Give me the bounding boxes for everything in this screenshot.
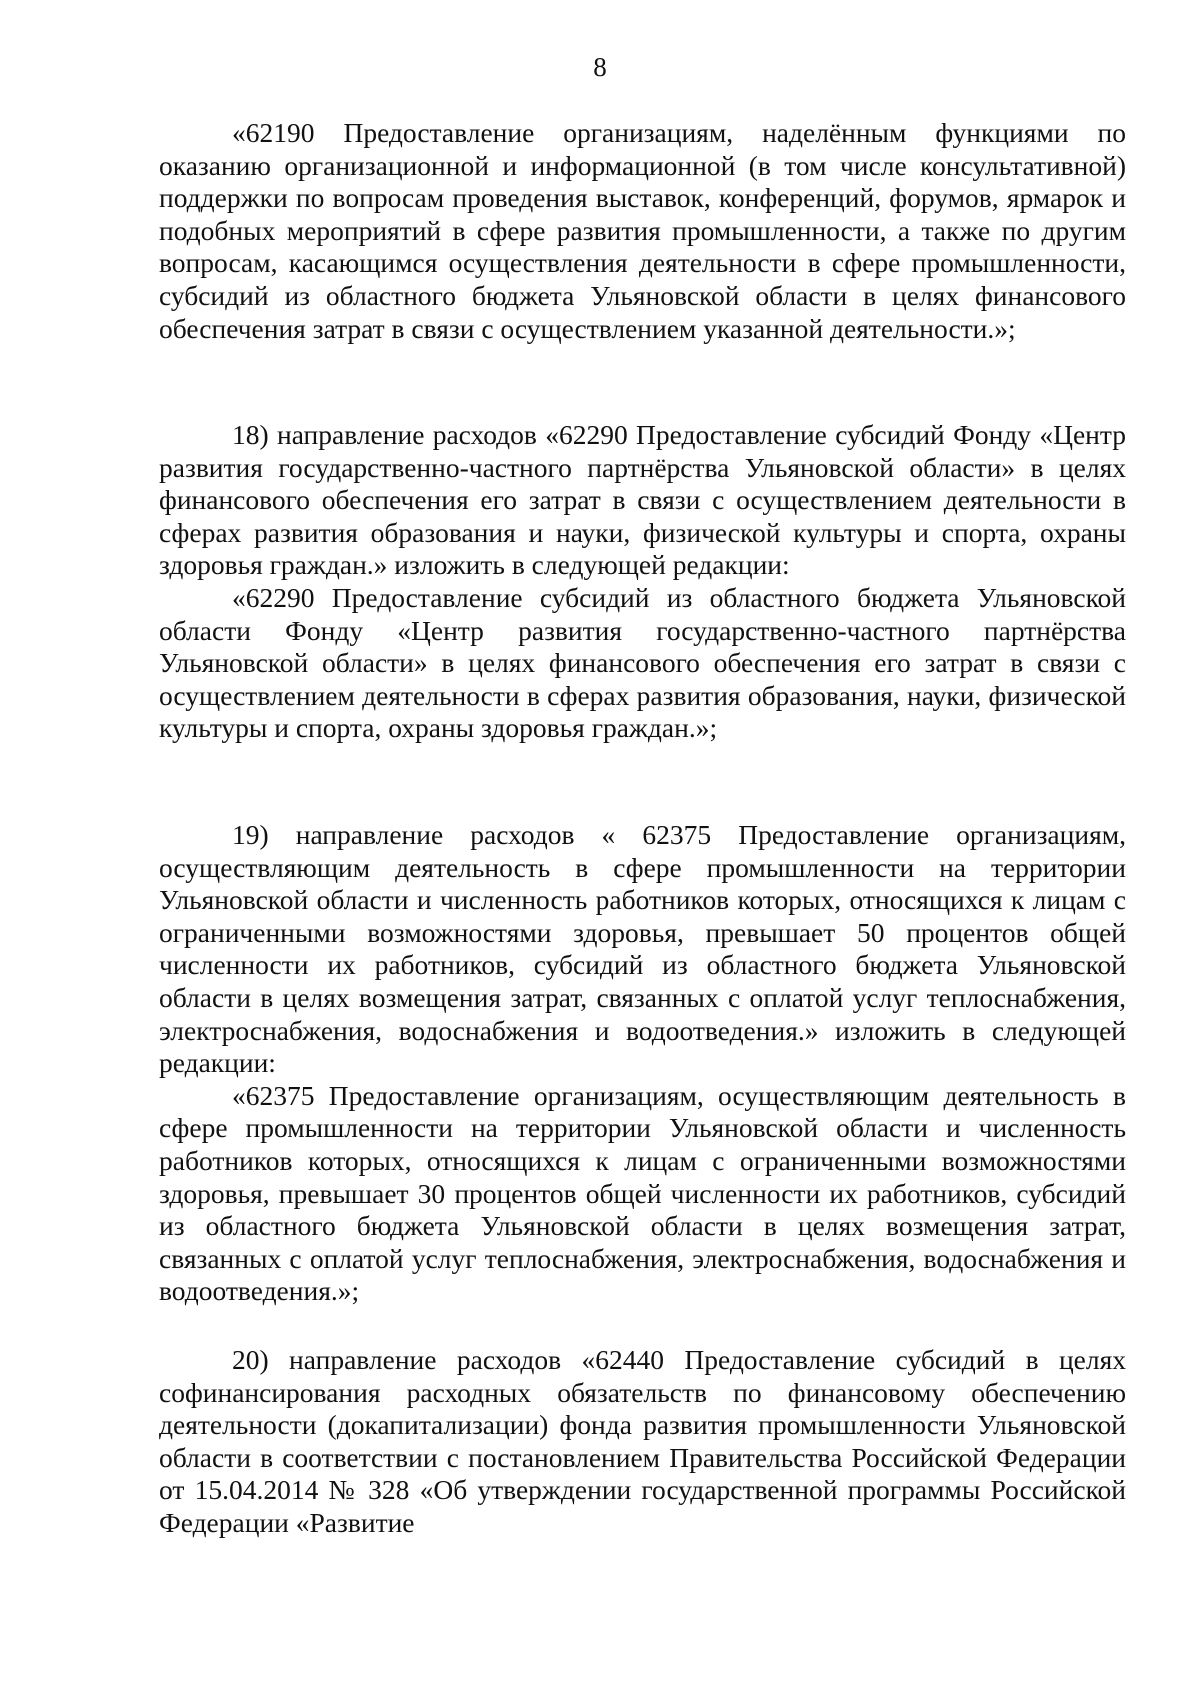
text-block-item-19 [159, 819, 1126, 1308]
paragraph: «62375 Предоставление организациям, осуществляющим деятельность в сфере промышленности на территории Ульяновской области и численность работников которых, относящихся к лицам с ограниченными возможностями здоровья, превышает 30 процентов общей численности их работников, субсидий из областного бюджета Ульяновской области в целях возмещения затрат, связанных с оплатой услуг теплоснабжения, электроснабжения, водоснабжения и водоотведения.»; [159, 1079, 1126, 1307]
paragraph: 18) направление расходов «62290 Предоставление субсидий Фонду «Центр развития государственно-частного партнёрства Ульяновской области» в целях финансового обеспечения его затрат в связи с осуществлением деятельности в сферах развития образования и науки, физической культуры и спорта, охраны здоровья граждан.» изложить в следующей редакции: [159, 419, 1126, 581]
paragraph: 19) направление расходов « 62375 Предоставление организациям, осуществляющим деятельность в сфере промышленности на территории Ульяновской области и численность работников которых, относящихся к лицам с ограниченными возможностями здоровья, превышает 50 процентов общей численности их работников, субсидий из областного бюджета Ульяновской области в целях возмещения затрат, связанных с оплатой услуг теплоснабжения, электроснабжения, водоснабжения и водоотведения.» изложить в следующей редакции: [159, 819, 1126, 1079]
text-block-item-18 [159, 419, 1126, 745]
page-number: 8 [593, 52, 607, 82]
paragraph: 20) направление расходов «62440 Предоставление субсидий в целях софинансирования расходных обязательств по финансовому обеспечению деятельности (докапитализации) фонда развития промышленности Ульяновской области в соответствии с постановлением Правительства Российской Федерации от 15.04.2014 № 328 «Об утверждении государственной программы Российской Федерации «Развитие [159, 1344, 1126, 1538]
text-block-item-20 [159, 1344, 1126, 1540]
paragraph: «62190 Предоставление организациям, наделённым функциями по оказанию организационной и информационной (в том числе консультативной) поддержки по вопросам проведения выставок, конференций, форумов, ярмарок и подобных мероприятий в сфере развития промышленности, а также по другим вопросам, касающимся осуществления деятельности в сфере промышленности, субсидий из областного бюджета Ульяновской области в целях финансового обеспечения затрат в связи с осуществлением указанной деятельности.»; [159, 117, 1126, 344]
text-block-62190 [159, 117, 1126, 345]
paragraph: «62290 Предоставление субсидий из областного бюджета Ульяновской области Фонду «Центр развития государственно-частного партнёрства Ульяновской области» в целях финансового обеспечения его затрат в связи с осуществлением деятельности в сферах развития образования, науки, физической культуры и спорта, охраны здоровья граждан.»; [159, 581, 1126, 744]
